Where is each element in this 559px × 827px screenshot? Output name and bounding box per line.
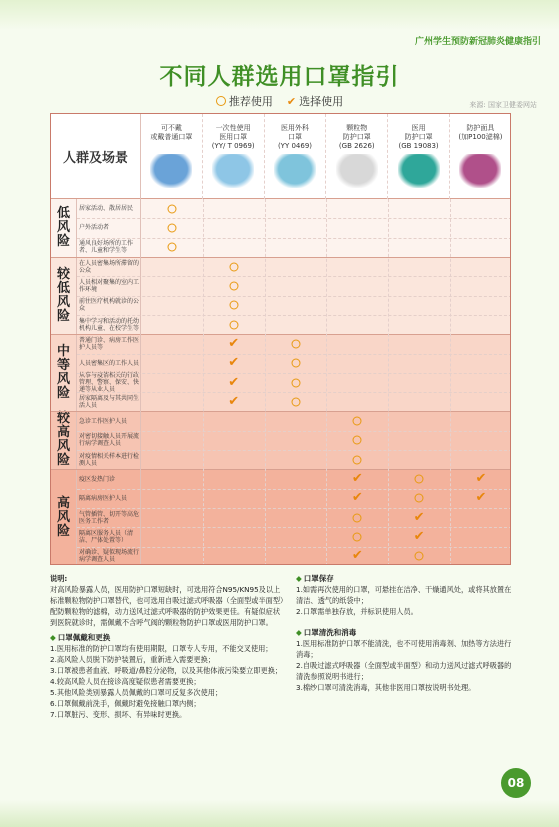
scene-header: 人群及场景 [51,114,141,199]
row-divider [77,354,511,355]
recommend-circle-icon [353,455,362,464]
column-header-0 [141,114,203,199]
mask-image-icon [336,154,378,188]
optional-check-icon: ✔ [475,471,487,487]
column-label: 医用 防护口罩 (GB 19083) [398,124,439,150]
clean-title-text: 口罩清洗和消毒 [303,628,357,637]
wear-title-text: 口罩佩戴和更换 [57,633,111,642]
column-header-1 [203,114,265,199]
optional-check-icon: ✔ [228,335,240,351]
mask-image-icon [274,154,316,188]
store-item: 1.如需再次使用的口罩，可悬挂在洁净、干燥通风处，或将其放置在清洁、透气的纸袋中； [296,585,512,605]
top-band [0,0,559,30]
row-divider [77,315,511,316]
clean-list [296,638,516,693]
column-label: 颗粒物 防护口罩 (GB 2626) [338,124,375,150]
scene-item: 对确诊、疑似现场流行病学调查人员 [77,547,141,565]
wear-item: 7.口罩脏污、变形、损坏、有异味时更换。 [50,710,187,719]
scene-item: 气管插管、切开等高危医务工作者 [77,508,141,527]
header-series: 广州学生预防新冠肺炎健康指引 [414,37,541,47]
mask-image-icon [459,154,501,188]
column-divider [326,199,327,565]
notes-left [50,573,285,720]
wear-item: 3.口罩被患者血液、呼吸道/鼻腔分泌物，以及其他体液污染要立即更换； [50,666,283,675]
scene-item: 居家隔离及与其共同生活人员 [77,392,141,411]
recommend-circle-icon [167,223,176,232]
mask-image-icon [398,154,440,188]
recommend-circle-icon [229,320,238,329]
recommend-circle-icon [353,533,362,542]
optional-check-icon: ✔ [351,490,363,506]
legend-optional: 选择使用 [299,95,344,108]
optional-check-icon: ✔ [228,355,240,371]
wear-item: 2.高风险人员脱下防护装置后，重新进入需要更换； [50,655,215,664]
column-label: 一次性使用 医用口罩 (YY/ T 0969) [211,124,255,150]
recommend-circle-icon [167,204,176,213]
recommend-circle-icon [353,513,362,522]
recommend-circle-icon [229,301,238,310]
recommend-circle-icon [291,378,300,387]
clean-item: 1.医用标准防护口罩不能清洗，也不可使用消毒剂、加热等方法进行消毒； [296,639,512,659]
intro-title: 说明: [50,574,68,583]
recommend-circle-icon [229,281,238,290]
recommend-circle-icon [415,475,424,484]
recommend-circle-icon [415,552,424,561]
recommend-circle-icon [167,243,176,252]
scene-item: 集中学习和活动的托幼机构儿童、在校学生等 [77,315,141,334]
column-header-4 [388,114,450,199]
optional-check-icon: ✔ [413,509,425,525]
wear-item: 5.其他风险类别暴露人员佩戴的口罩可反复多次使用； [50,688,223,697]
scene-item: 户外活动者 [77,218,141,237]
column-label: 医用外科 口罩 (YY 0469) [277,124,313,150]
wear-item: 6.口罩佩戴前洗手，佩戴时避免接触口罩内侧； [50,699,201,708]
scene-item: 在人员密集场所滞留的公众 [77,257,141,276]
wear-item: 4.较高风险人员在接诊高度疑似患者需要更换； [50,677,201,686]
store-item: 2.口罩需单独存放，并标识使用人员。 [296,607,418,616]
column-header-3 [326,114,388,199]
mask-image-icon [212,154,254,188]
recommend-circle-icon [353,417,362,426]
bullet-icon: ◆ [296,574,302,583]
row-divider [77,296,511,297]
column-header-2 [265,114,327,199]
risk-group-label: 高 风 险 [51,469,77,565]
scene-item: 前往医疗机构就诊的公众 [77,296,141,315]
risk-group-label: 较 低 风 险 [51,257,77,334]
row-divider [77,218,511,219]
row-divider [77,276,511,277]
circle-mark-icon [216,96,226,106]
row-divider [77,489,511,490]
column-label: 可不戴 或戴普通口罩 [150,124,193,141]
scene-item: 对疫情相关样本进行检测人员 [77,450,141,469]
row-divider [77,508,511,509]
scene-item: 对密切接触人员开展流行病学调查人员 [77,431,141,450]
clean-item: 3.棉纱口罩可清洗消毒，其他非医用口罩按说明书处理。 [296,683,476,692]
optional-check-icon: ✔ [351,548,363,564]
scene-item: 普通门诊、病房工作医护人员等 [77,334,141,353]
scene-item: 人员相对聚集的室内工作环境 [77,276,141,295]
store-title [296,573,516,584]
scene-item: 从事与疫情相关的行政管理、警察、保安、快递等从业人员 [79,371,140,393]
column-divider [388,199,389,565]
scene-item: 人员密集区的工作人员 [77,354,141,373]
row-divider [77,373,511,374]
recommend-circle-icon [291,397,300,406]
mask-image-icon [150,154,192,188]
clean-title [296,627,516,638]
row-divider [77,450,511,451]
optional-check-icon: ✔ [413,529,425,545]
notes-right [296,573,516,693]
bottom-decoration [0,800,559,827]
scene-item: 居家活动、散居居民 [77,199,141,218]
intro-text: 对高风险暴露人员，医用防护口罩短缺时，可选用符合N95/KN95及以上标准颗粒物防护口罩替代，也可选用自吸过滤式呼吸器（全面型或半面型）配防颗粒物的滤棉，动力送风过滤式呼吸器的防护效果更佳。有疑似症状到医院就诊时，需佩戴不含呼气阀的颗粒物防护口罩或医用防护口罩。 [50,585,284,627]
bullet-icon: ◆ [296,628,302,637]
optional-check-icon: ✔ [351,471,363,487]
column-divider [203,199,204,565]
scene-item: 隔离区服务人员（清洁、尸体处置等） [77,527,141,546]
column-divider [450,199,451,565]
mask-guide-table [50,113,511,565]
risk-group-label: 低 风 险 [51,199,77,257]
recommend-circle-icon [415,494,424,503]
risk-group-label: 较 高 风 险 [51,411,77,469]
wear-title [50,632,285,643]
scene-item: 隔离病房医护人员 [77,489,141,508]
row-divider [77,431,511,432]
clean-item: 2.自吸过滤式呼吸器（全面型或半面型）和动力送风过滤式呼吸器的清洗参照说明书进行； [296,661,512,681]
source-note: 来源: 国家卫健委网站 [469,101,537,109]
scene-item: 急诊工作医护人员 [77,411,141,430]
optional-check-icon: ✔ [228,393,240,409]
column-label: 防护面具 (加P100滤棉) [458,124,503,141]
column-divider [265,199,266,565]
page-number: 08 [501,768,531,798]
recommend-circle-icon [291,359,300,368]
risk-group-label: 中 等 风 险 [51,334,77,411]
recommend-circle-icon [291,339,300,348]
row-divider [77,238,511,239]
wear-item: 1.医用标准的防护口罩均有使用期限，口罩专人专用，不能交叉使用； [50,644,273,653]
store-title-text: 口罩保存 [303,574,334,583]
optional-check-icon: ✔ [475,490,487,506]
recommend-circle-icon [353,436,362,445]
recommend-circle-icon [229,262,238,271]
bullet-icon: ◆ [50,633,56,642]
store-list [296,584,516,617]
scene-item: 通风良好场所的工作者、儿童和学生等 [77,238,141,257]
legend-recommend: 推荐使用 [228,95,273,108]
row-divider [77,527,511,528]
row-divider [77,547,511,548]
row-divider [77,392,511,393]
page-title: 不同人群选用口罩指引 [159,64,400,90]
table-header [51,114,511,199]
check-mark-icon: ✔ [286,95,297,108]
column-header-5 [450,114,511,199]
wear-list [50,643,285,720]
scene-item: 疫区发热门诊 [77,469,141,488]
optional-check-icon: ✔ [228,374,240,390]
